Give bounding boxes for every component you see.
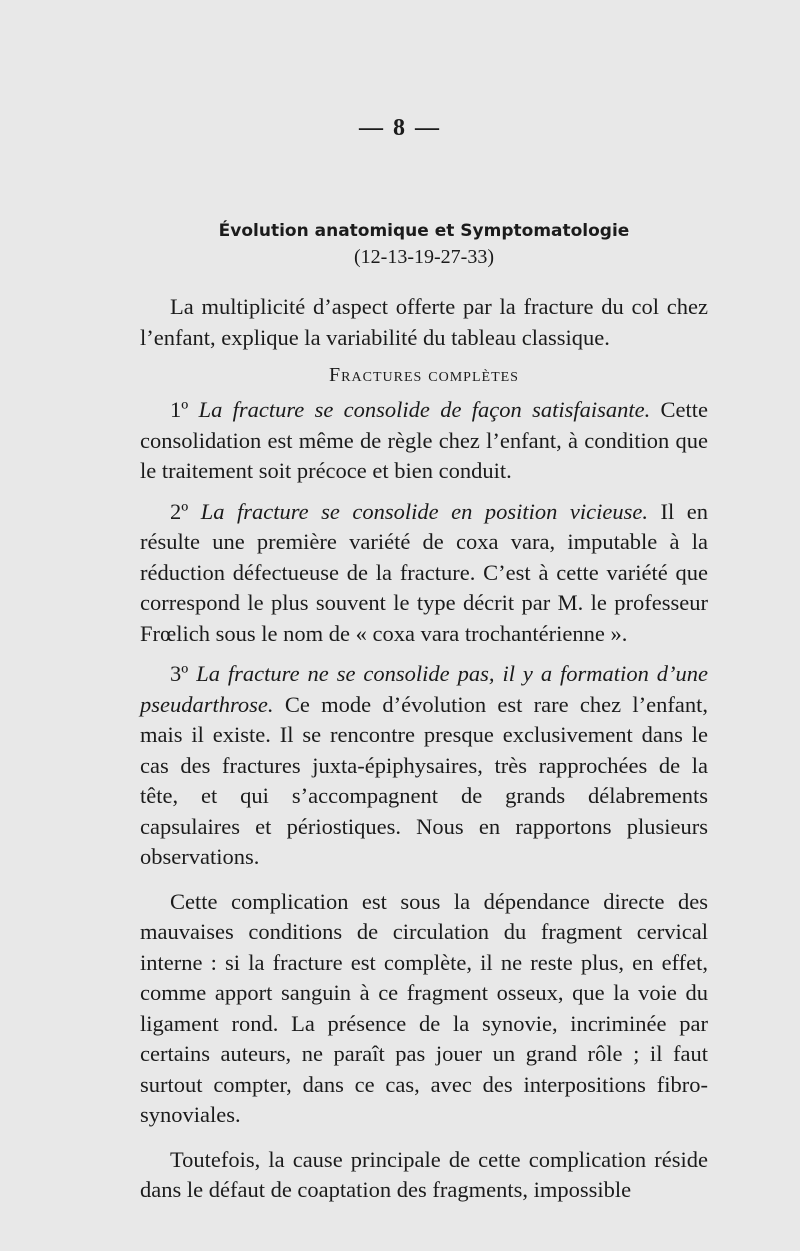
item-3-number: 3º — [170, 661, 189, 686]
item-3-italic: La fracture ne se consolide pas, il y a formation d’une pseudarthrose. — [140, 661, 708, 717]
paragraph-intro: La multiplicité d’aspect offerte par la fracture du col chez l’enfant, explique la variabilité du tableau classique. — [140, 294, 708, 350]
item-1-text: Cette consolidation est même de règle chez l’enfant, à condition que le traitement soit précoce et bien conduit. — [140, 397, 709, 483]
item-1-number: 1º — [170, 397, 189, 422]
text-body — [140, 218, 708, 1220]
paragraph-complication: Cette complication est sous la dépendance directe des mauvaises conditions de circulation du fragment cervical interne : si la fracture est complète, il ne reste plus, en effet, comme apport sanguin à ce fragment osseux, que la voie du ligament rond. La présence de la synovie, incriminée par certains auteurs, ne paraît pas jouer un grand rôle ; il faut surtout compter, dans ce cas, avec des interpositions fibro-synoviales. — [140, 888, 708, 1127]
section-title: Évolution anatomique et Symptomatologie — [218, 221, 630, 241]
subheading-fractures-completes: Fractures complètes — [329, 364, 519, 386]
item-2-text: Il en résulte une première variété de coxa vara, imputable à la réduction défectueuse de la fracture. C’est à cette variété que correspond le plus souvent le type décrit par M. le professeur Frœlich sous le nom de « coxa vara trochantérienne ». — [140, 498, 709, 646]
paragraph-toutefois: Toutefois, la cause principale de cette complication réside dans le défaut de coaptation des fragments, impossible — [140, 1146, 708, 1202]
item-3-text: Ce mode d’évolution est rare chez l’enfant, mais il existe. Il se rencontre presque exclusivement dans le cas des fractures juxta-épiphysaires, très rapprochées de la tête, et qui s’accompagnent de grands délabrements capsulaires et périostiques. Nous en rapportons plusieurs observations. — [140, 691, 708, 869]
paragraph-item-1 — [140, 395, 708, 487]
section-references: (12-13-19-27-33) — [354, 246, 494, 268]
paragraph-item-3 — [140, 659, 708, 873]
item-1-italic: La fracture se consolide de façon satisfaisante. — [198, 397, 651, 422]
item-2-italic: La fracture se consolide en position vicieuse. — [200, 498, 649, 524]
paragraph-item-2 — [140, 497, 708, 650]
page-number: — 8 — — [359, 115, 441, 141]
item-2-number: 2º — [170, 498, 189, 524]
